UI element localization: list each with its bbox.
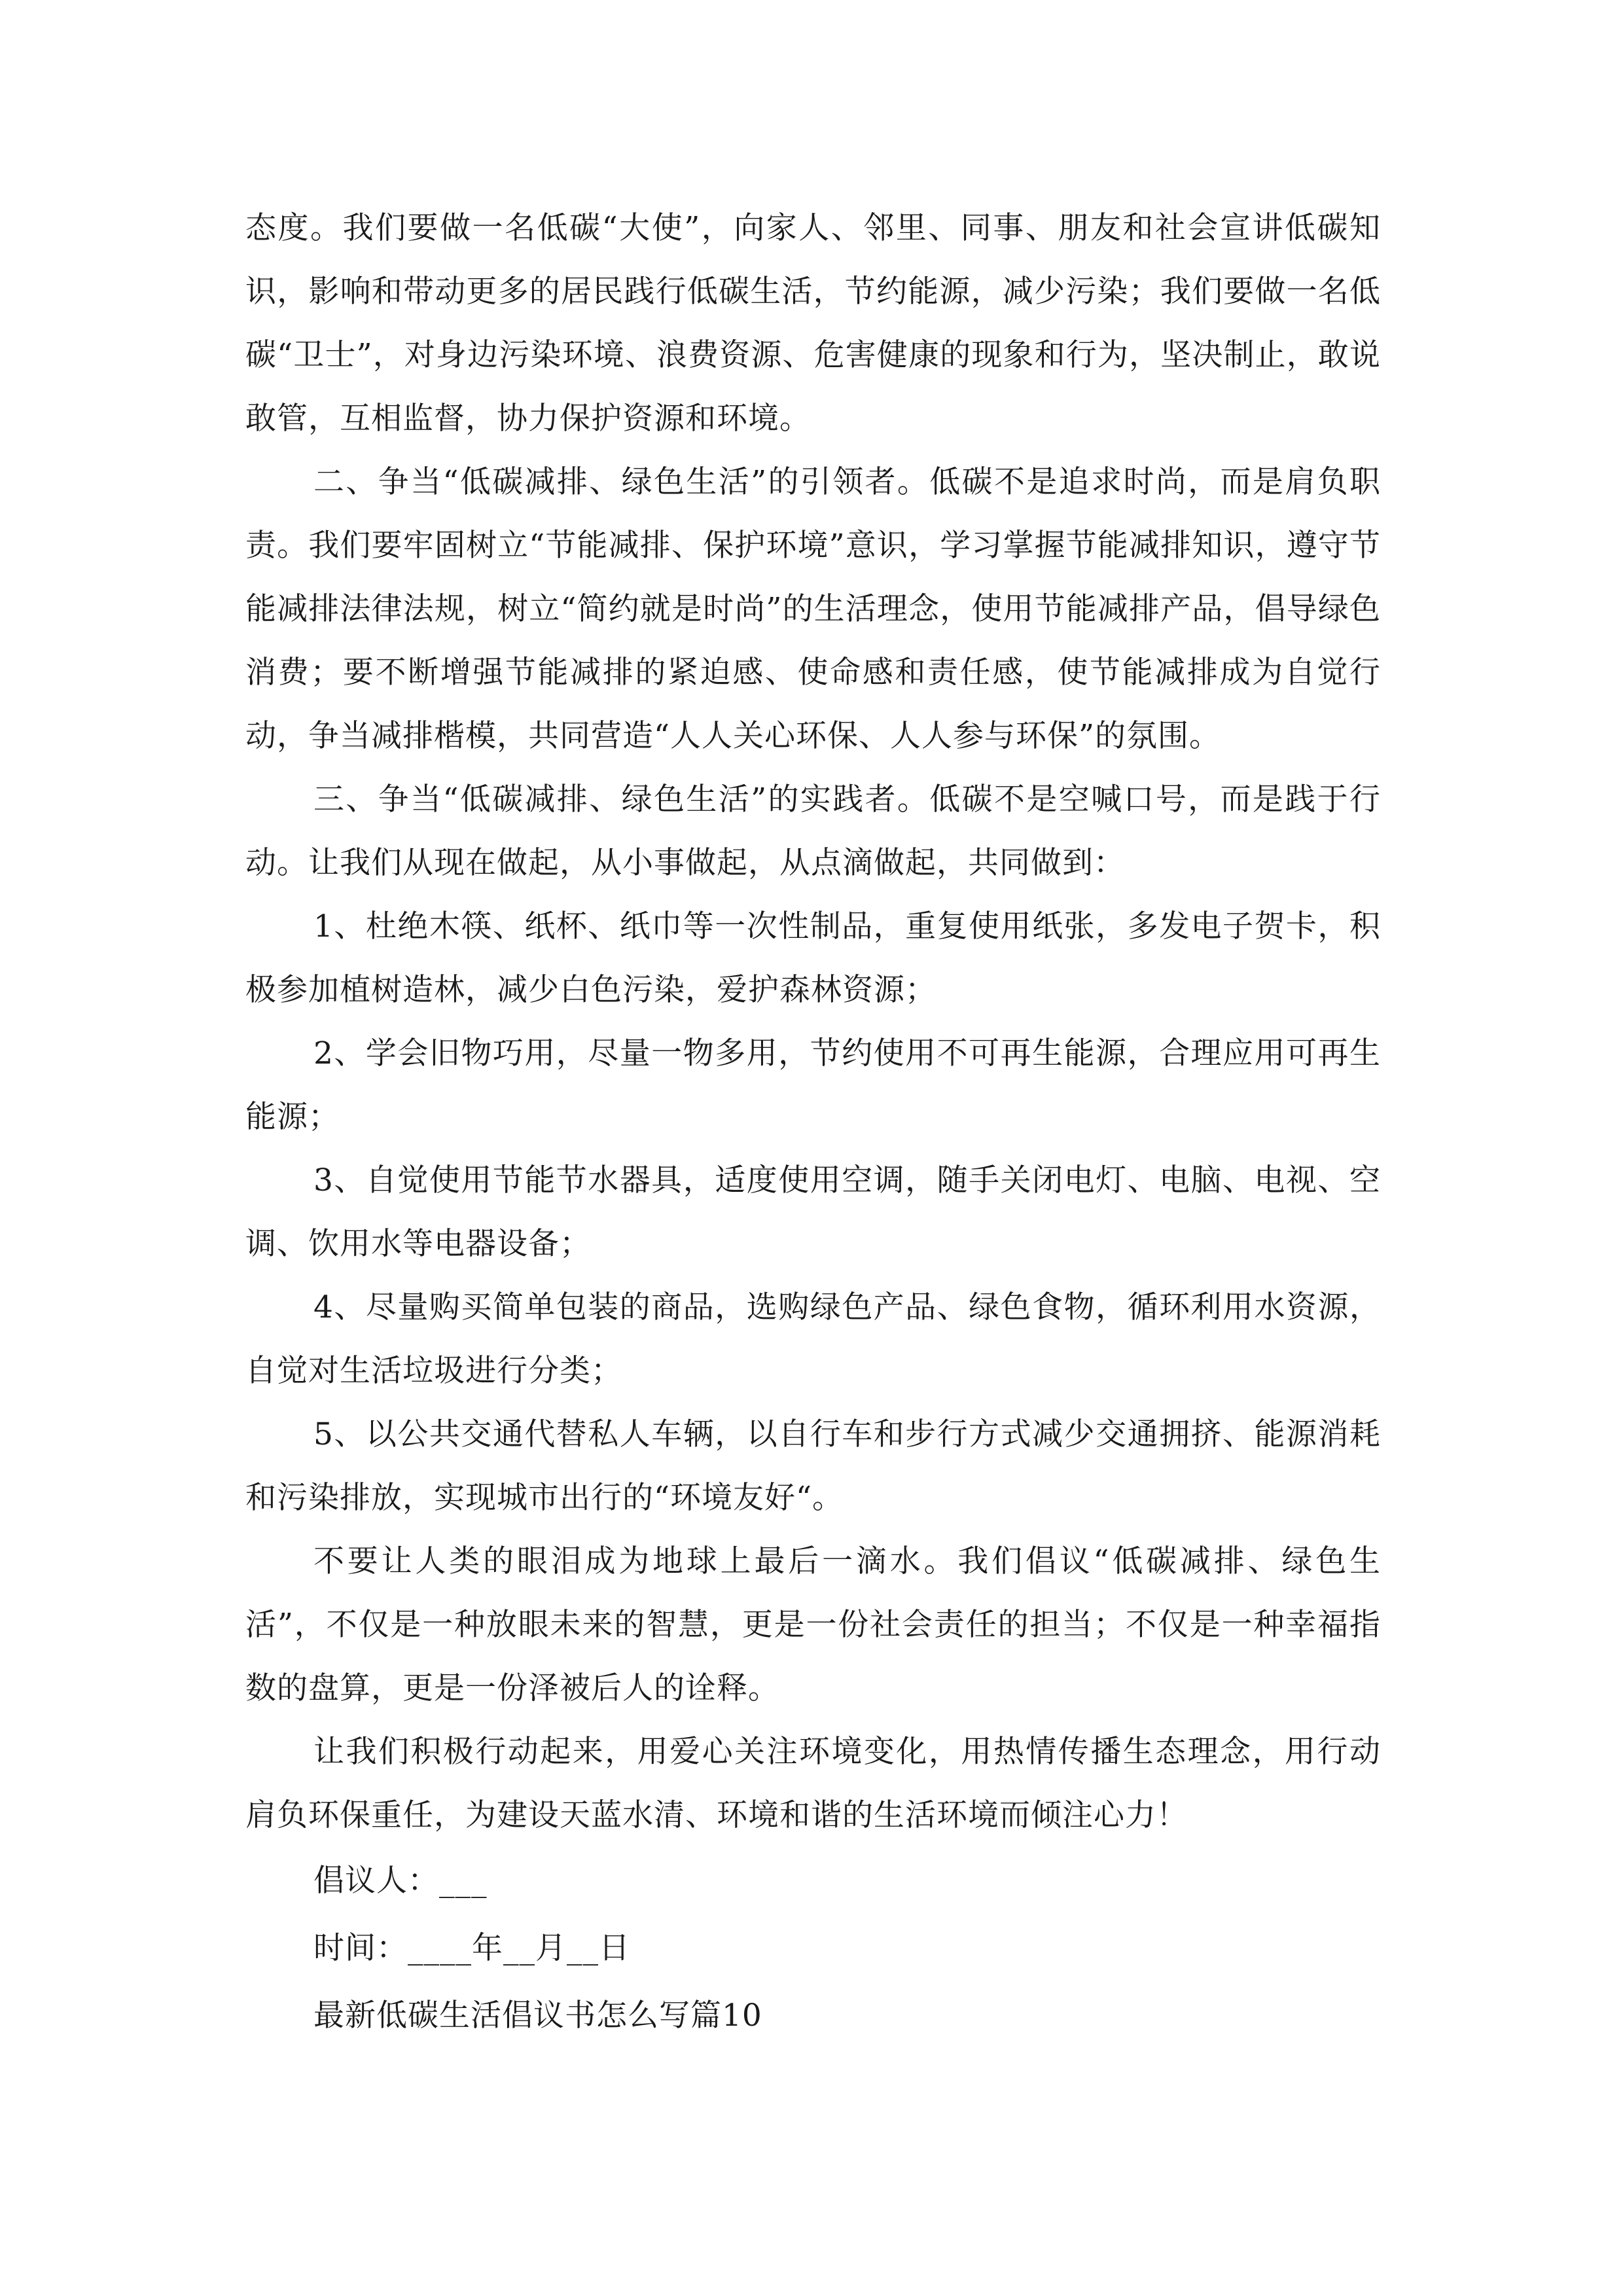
next-section-heading: 最新低碳生活倡议书怎么写篇10 [313,1998,762,2034]
document-body [245,196,1381,2049]
date-line: 时间：____年__月__日 [313,1930,630,1966]
paragraph-call-to-action: 让我们积极行动起来，用爱心关注环境变化，用热情传播生态理念，用行动肩负环保重任，为建设天蓝水清、环境和谐的生活环境而倾注心力！ [245,1734,1381,1833]
paragraph-tears: 不要让人类的眼泪成为地球上最后一滴水。我们倡议“低碳减排、绿色生活”，不仅是一种放眼未来的智慧，更是一份社会责任的担当；不仅是一种幸福指数的盘算，更是一份泽被后人的诠释。 [245,1543,1381,1706]
list-item-3: 3、自觉使用节能节水器具，适度使用空调，随手关闭电灯、电脑、电视、空调、饮用水等电器设备； [245,1162,1381,1262]
paragraph-practitioner: 三、争当“低碳减排、绿色生活”的实践者。低碳不是空喊口号，而是践于行动。让我们从现在做起，从小事做起，从点滴做起，共同做到： [245,781,1381,881]
list-item-4: 4、尽量购买简单包装的商品，选购绿色产品、绿色食物，循环利用水资源，自觉对生活垃圾进行分类； [245,1289,1381,1389]
paragraph-attitude: 态度。我们要做一名低碳“大使”，向家人、邻里、同事、朋友和社会宣讲低碳知识，影响和带动更多的居民践行低碳生活，节约能源，减少污染；我们要做一名低碳“卫士”，对身边污染环境、浪费资源、危害健康的现象和行为，坚决制止，敢说敢管，互相监督，协力保护资源和环境。 [245,210,1381,437]
list-item-2: 2、学会旧物巧用，尽量一物多用，节约使用不可再生能源，合理应用可再生能源； [245,1035,1381,1135]
proposer-line: 倡议人：___ [313,1863,488,1899]
list-item-1: 1、杜绝木筷、纸杯、纸巾等一次性制品，重复使用纸张，多发电子贺卡，积极参加植树造林，减少白色污染，爱护森林资源； [245,908,1381,1008]
paragraph-leader: 二、争当“低碳减排、绿色生活”的引领者。低碳不是追求时尚，而是肩负职责。我们要牢固树立“节能减排、保护环境”意识，学习掌握节能减排知识，遵守节能减排法律法规，树立“简约就是时尚”的生活理念，使用节能减排产品，倡导绿色消费；要不断增强节能减排的紧迫感、使命感和责任感，使节能减排成为自觉行动，争当减排楷模，共同营造“人人关心环保、人人参与环保”的氛围。 [245,464,1381,754]
list-item-5: 5、以公共交通代替私人车辆，以自行车和步行方式减少交通拥挤、能源消耗和污染排放，实现城市出行的“环境友好“。 [245,1416,1381,1516]
